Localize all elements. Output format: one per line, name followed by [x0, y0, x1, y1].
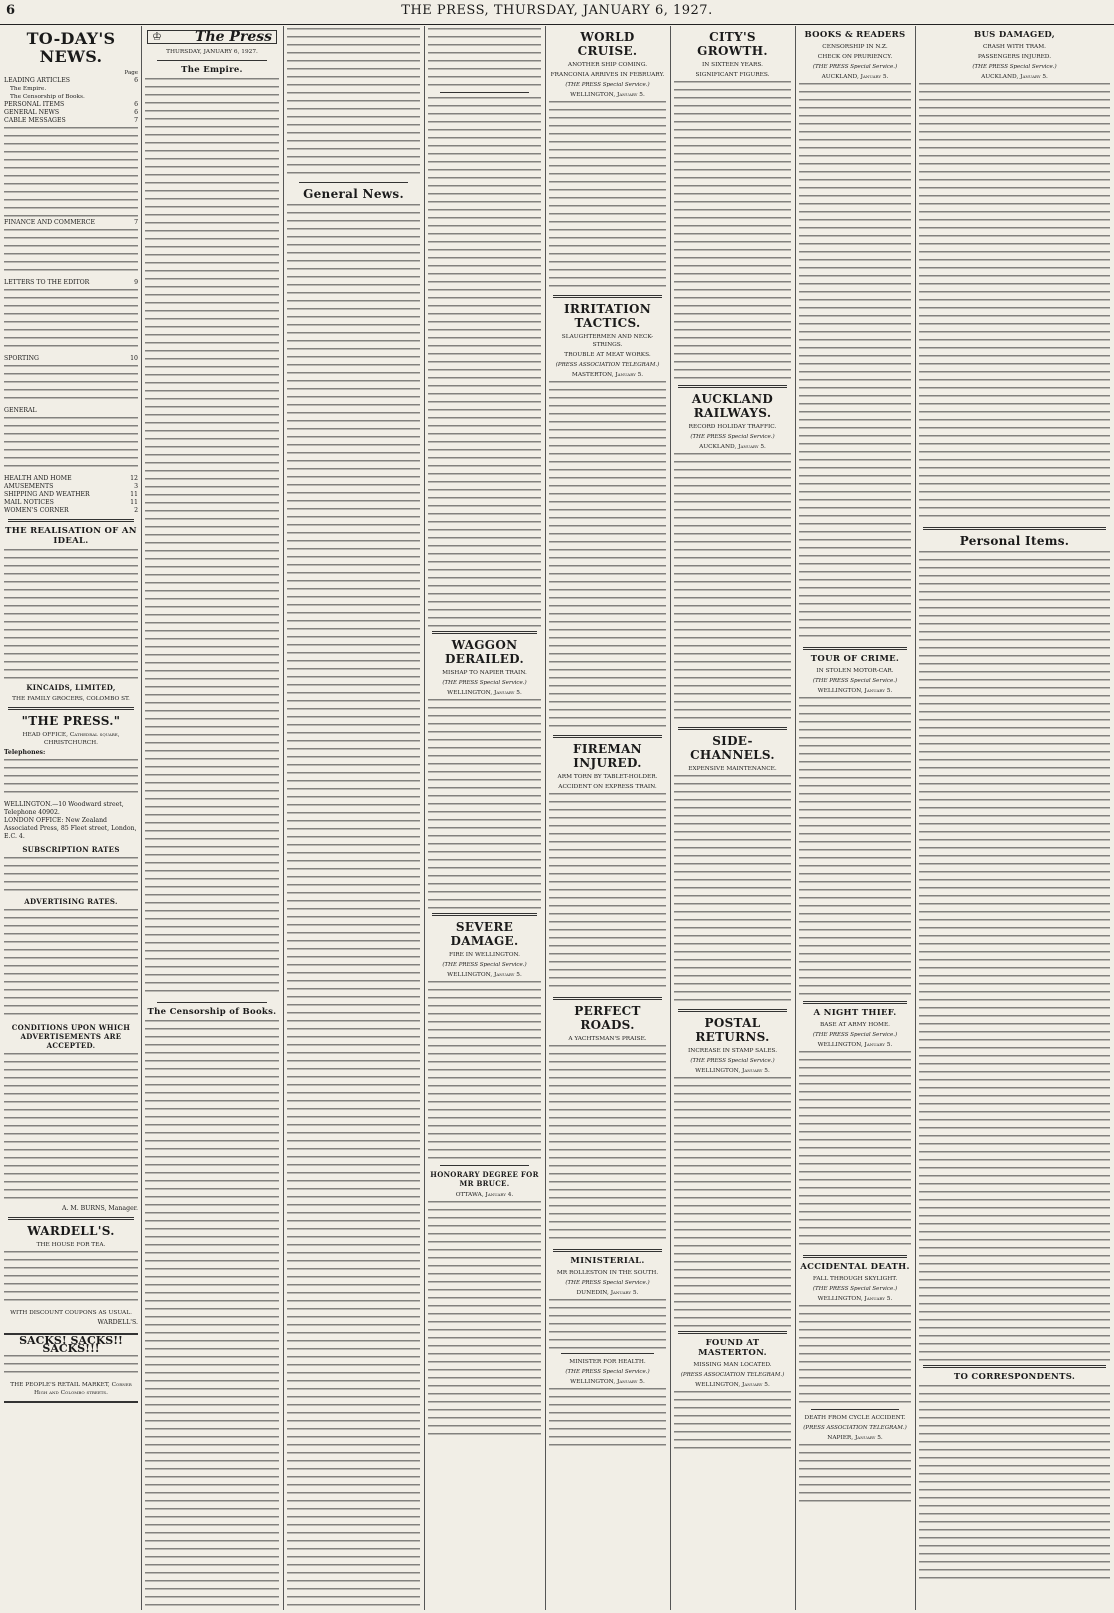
side-text: [674, 775, 791, 1005]
roads-text: [549, 1045, 666, 1245]
tour-special: (THE PRESS Special Service.): [812, 678, 898, 684]
wardells-sub: THE HOUSE FOR TEA.: [36, 1242, 106, 1248]
conditions-heading: CONDITIONS UPON WHICH ADVERTISEMENTS ARE ACCEPTED.: [11, 1023, 131, 1050]
irritation-heading: IRRITATION TACTICS.: [563, 302, 652, 330]
sacks-ad: [4, 1333, 138, 1403]
bus-special: (THE PRESS Special Service.): [972, 64, 1057, 70]
column-rule: [795, 26, 796, 1610]
accidental-sub: FALL THROUGH SKYLIGHT.: [812, 1276, 898, 1282]
thief-heading: A NIGHT THIEF.: [813, 1008, 897, 1018]
found-heading: FOUND AT MASTERTON.: [698, 1338, 767, 1358]
editorial-body-text: [145, 1020, 279, 1610]
accidental-heading: ACCIDENTAL DEATH.: [800, 1262, 910, 1272]
general-news-text: [287, 204, 420, 1610]
index-item[interactable]: AMUSEMENTS 3: [4, 483, 138, 490]
divider: [811, 1409, 899, 1410]
subscription-text: [4, 857, 138, 893]
index-item[interactable]: LEADING ARTICLES 6: [4, 77, 138, 84]
world-cruise-special: (THE PRESS Special Service.): [565, 82, 650, 88]
divider: [8, 707, 134, 710]
thief-text: [799, 1051, 911, 1251]
divider: [432, 631, 537, 634]
side-sub: EXPENSIVE MAINTENANCE.: [688, 766, 777, 772]
index-item[interactable]: HEALTH AND HOME 12: [4, 475, 138, 482]
side-heading: SIDE-CHANNELS.: [690, 734, 775, 762]
postal-special: (THE PRESS Special Service.): [690, 1058, 775, 1064]
fireman-sub: ARM TORN BY TABLET-HOLDER.: [557, 774, 658, 780]
waggon-special: (THE PRESS Special Service.): [442, 680, 527, 686]
postal-sub: INCREASE IN STAMP SALES.: [687, 1048, 778, 1054]
column-rule: [424, 26, 425, 1610]
column-index: [4, 26, 138, 1610]
ad-heading: THE REALISATION OF AN IDEAL.: [5, 526, 137, 546]
logo-text: The Press: [195, 29, 272, 45]
divider: [8, 1217, 134, 1220]
severe-sub: FIRE IN WELLINGTON.: [448, 952, 520, 958]
index-subitems-text: [4, 365, 138, 405]
bus-sub2: PASSENGERS INJURED.: [977, 54, 1052, 60]
column-editorial: [145, 26, 279, 1610]
bus-sub: CRASH WITH TRAM.: [982, 44, 1047, 50]
fireman-heading: FIREMAN INJURED.: [573, 742, 642, 770]
page-number: 6: [6, 3, 16, 18]
divider: [678, 385, 787, 388]
books-special: (THE PRESS Special Service.): [812, 64, 898, 70]
cycle-assoc: (PRESS ASSOCIATION TELEGRAM.): [803, 1425, 907, 1431]
index-item[interactable]: MAIL NOTICES 11: [4, 499, 138, 506]
column-news-8: [919, 26, 1110, 1610]
wardells-heading: WARDELL'S.: [27, 1224, 115, 1238]
press-logo: [147, 30, 277, 44]
ad-company-sub: THE FAMILY GROCERS, COLOMBO ST.: [12, 696, 130, 702]
advertising-heading: ADVERTISING RATES.: [24, 897, 118, 906]
severe-special: (THE PRESS Special Service.): [442, 962, 527, 968]
health-special: (THE PRESS Special Service.): [565, 1369, 650, 1375]
tour-heading: TOUR OF CRIME.: [810, 654, 900, 664]
index-item[interactable]: PERSONAL ITEMS 6: [4, 101, 138, 108]
column-general-news: [287, 26, 420, 1610]
wardells-footer: WITH DISCOUNT COUPONS AS USUAL.: [10, 1310, 132, 1316]
health-dateline: WELLINGTON, January 5.: [570, 1379, 645, 1385]
postal-dateline: WELLINGTON, January 5.: [695, 1068, 770, 1074]
railways-dateline: AUCKLAND, January 5.: [699, 444, 766, 450]
divider: [678, 727, 787, 730]
divider: [923, 527, 1106, 530]
cycle-text: [799, 1444, 911, 1504]
tour-sub: IN STOLEN MOTOR-CAR.: [816, 668, 894, 674]
growth-sub: IN SIXTEEN YEARS.: [701, 62, 764, 68]
divider: [923, 1365, 1106, 1368]
manager-signature: A. M. BURNS, Manager.: [61, 1205, 138, 1212]
editorial-heading: The Empire.: [181, 65, 243, 75]
waggon-heading: WAGGON DERAILED.: [445, 638, 524, 666]
column-rule: [141, 26, 142, 1610]
column-rule: [545, 26, 546, 1610]
thief-special: (THE PRESS Special Service.): [812, 1032, 898, 1038]
railways-special: (THE PRESS Special Service.): [690, 434, 775, 440]
growth-text: [674, 81, 791, 381]
divider: [561, 1353, 654, 1354]
sacks-text: [4, 1355, 138, 1379]
article-body-text: [287, 28, 420, 178]
index-item[interactable]: SHIPPING AND WEATHER 11: [4, 491, 138, 498]
ministerial-text: [549, 1299, 666, 1349]
index-item[interactable]: SPORTING 10: [4, 355, 138, 362]
index-item[interactable]: FINANCE AND COMMERCE 7: [4, 219, 138, 226]
divider: [157, 60, 267, 61]
column-news-6: [674, 26, 791, 1610]
books-sub: CENSORSHIP IN N.Z.: [822, 44, 888, 50]
retail-market: THE PEOPLE'S RETAIL MARKET, Corner High and Colombo streets.: [10, 1382, 132, 1396]
date-line: THURSDAY, JANUARY 6, 1927.: [166, 49, 258, 55]
tour-text: [799, 697, 911, 997]
ministerial-sub: MR ROLLESTON IN THE SOUTH.: [556, 1270, 659, 1276]
accidental-dateline: WELLINGTON, January 5.: [817, 1296, 893, 1302]
bus-dateline: AUCKLAND, January 5.: [981, 74, 1048, 80]
health-text: [549, 1388, 666, 1448]
severe-text: [428, 981, 541, 1161]
divider: [678, 1331, 787, 1334]
ministerial-heading: MINISTERIAL.: [570, 1256, 645, 1266]
page-label: Page: [124, 70, 138, 76]
personal-heading: Personal Items.: [959, 534, 1070, 548]
irritation-assoc: (PRESS ASSOCIATION TELEGRAM.): [555, 362, 660, 368]
wardells-sign: WARDELL'S.: [97, 1319, 138, 1326]
railways-sub: RECORD HOLIDAY TRAFFIC.: [688, 424, 777, 430]
index-subitems-text: [4, 417, 138, 473]
waggon-text: [428, 699, 541, 909]
cycle-heading: DEATH FROM CYCLE ACCIDENT.: [804, 1415, 906, 1421]
divider: [432, 913, 537, 916]
growth-heading: CITY'S GROWTH.: [697, 30, 768, 58]
thief-dateline: WELLINGTON, January 5.: [817, 1042, 893, 1048]
crest-icon: ♔: [152, 30, 162, 43]
index-item[interactable]: CABLE MESSAGES 7: [4, 117, 138, 124]
ministerial-special: (THE PRESS Special Service.): [565, 1280, 650, 1286]
world-cruise-text: [549, 101, 666, 291]
column-news-5: [549, 26, 666, 1610]
waggon-dateline: WELLINGTON, January 5.: [447, 690, 522, 696]
health-heading: MINISTER FOR HEALTH.: [569, 1359, 646, 1365]
index-item[interactable]: The Censorship of Books.: [10, 94, 85, 100]
general-news-heading: General News.: [303, 187, 404, 201]
advertising-text: [4, 909, 138, 1019]
personal-text: [919, 551, 1110, 1361]
world-cruise-dateline: WELLINGTON, January 5.: [570, 92, 645, 98]
news-index-list: [4, 77, 138, 125]
bus-heading: BUS DAMAGED,: [973, 30, 1056, 40]
column-rule: [915, 26, 916, 1610]
world-cruise-sub2: FRANCONIA ARRIVES IN FEBRUARY.: [550, 72, 665, 78]
divider: [8, 519, 134, 522]
divider: [553, 1249, 662, 1252]
severe-heading: SEVERE DAMAGE.: [450, 920, 519, 948]
column-news-4: [428, 26, 541, 1610]
found-assoc: (PRESS ASSOCIATION TELEGRAM.): [680, 1372, 785, 1378]
postal-text: [674, 1077, 791, 1327]
london-office: LONDON OFFICE: New Zealand Associated Press, 85 Fleet street, London, E.C. 4.: [4, 817, 137, 840]
telephones-text: [4, 759, 138, 799]
index-item[interactable]: LETTERS TO THE EDITOR 9: [4, 279, 138, 286]
index-item[interactable]: WOMEN'S CORNER 2: [4, 507, 138, 514]
divider: [299, 182, 408, 183]
found-text: [674, 1391, 791, 1451]
railways-text: [674, 453, 791, 723]
ad-company: KINCAIDS, LIMITED,: [26, 683, 116, 692]
irritation-sub2: TROUBLE AT MEAT WORKS.: [564, 352, 651, 358]
article-body-text: [428, 97, 541, 627]
honorary-heading: HONORARY DEGREE FOR MR BRUCE.: [430, 1170, 539, 1188]
divider: [553, 735, 662, 738]
thief-sub: BASE AT ARMY HOME.: [819, 1022, 891, 1028]
ministerial-dateline: DUNEDIN, January 5.: [576, 1290, 639, 1296]
column-rule: [670, 26, 671, 1610]
world-cruise-heading: WORLD CRUISE.: [577, 30, 638, 58]
accidental-special: (THE PRESS Special Service.): [812, 1286, 898, 1292]
books-sub2: CHECK ON PRURIENCY.: [817, 54, 893, 60]
tour-dateline: WELLINGTON, January 5.: [817, 688, 893, 694]
growth-sub2: SIGNIFICANT FIGURES.: [695, 72, 770, 78]
found-sub: MISSING MAN LOCATED.: [693, 1362, 772, 1368]
wardells-price-list: [4, 1251, 138, 1307]
divider: [803, 647, 907, 650]
telephones-label: Telephones:: [4, 749, 46, 756]
bus-text: [919, 83, 1110, 523]
press-heading: "THE PRESS.": [21, 714, 121, 728]
honorary-text: [428, 1201, 541, 1441]
cycle-dateline: NAPIER, January 5.: [827, 1435, 883, 1441]
divider: [553, 997, 662, 1000]
irritation-dateline: MASTERTON, January 5.: [571, 372, 644, 378]
sacks-heading: SACKS! SACKS!! SACKS!!!: [19, 1334, 123, 1355]
index-subitems-text: [4, 229, 138, 277]
roads-sub: A YACHTSMAN'S PRAISE.: [568, 1036, 647, 1042]
railways-heading: AUCKLAND RAILWAYS.: [691, 392, 774, 420]
accidental-text: [799, 1305, 911, 1405]
world-cruise-sub: ANOTHER SHIP COMING.: [567, 62, 648, 68]
index-item[interactable]: GENERAL NEWS 6: [4, 109, 138, 116]
postal-heading: POSTAL RETURNS.: [695, 1016, 770, 1044]
editorial-body-text: [145, 78, 279, 998]
divider: [803, 1001, 907, 1004]
fireman-sub2: ACCIDENT ON EXPRESS TRAIN.: [558, 784, 657, 790]
found-dateline: WELLINGTON, January 5.: [695, 1382, 770, 1388]
books-text: [799, 83, 911, 643]
index-subitems-text: [4, 289, 138, 353]
books-heading: BOOKS & READERS: [804, 30, 906, 40]
divider: [440, 1165, 529, 1166]
divider: [803, 1255, 907, 1258]
correspondents-text: [919, 1385, 1110, 1585]
index-subitems-text: [4, 127, 138, 217]
divider: [678, 1009, 787, 1012]
correspondents-heading: TO CORRESPONDENTS.: [953, 1372, 1076, 1382]
editorial-heading: The Censorship of Books.: [147, 1007, 277, 1017]
ad-body-text: [4, 549, 138, 679]
newspaper-title: THE PRESS, THURSDAY, JANUARY 6, 1927.: [401, 3, 713, 18]
index-item[interactable]: GENERAL: [4, 407, 37, 414]
severe-dateline: WELLINGTON, January 5.: [447, 972, 522, 978]
books-dateline: AUCKLAND, January 5.: [821, 74, 889, 80]
waggon-sub: MISHAP TO NAPIER TRAIN.: [442, 670, 527, 676]
honorary-dateline: OTTAWA, January 4.: [455, 1192, 514, 1198]
conditions-text: [4, 1053, 138, 1203]
index-item[interactable]: The Empire.: [10, 86, 47, 92]
article-body-text: [428, 28, 541, 88]
fireman-text: [549, 793, 666, 993]
roads-heading: PERFECT ROADS.: [574, 1004, 641, 1032]
wellington-office: WELLINGTON.—10 Woodward street, Telephone 40902.: [4, 801, 124, 816]
irritation-sub: SLAUGHTERMEN AND NECK-STRINGS.: [561, 334, 654, 348]
subscription-heading: SUBSCRIPTION RATES: [22, 845, 120, 854]
irritation-text: [549, 381, 666, 731]
todays-news-heading: TO-DAY'S NEWS.: [26, 29, 116, 66]
masthead: [0, 0, 1114, 25]
divider: [440, 92, 529, 93]
column-rule: [283, 26, 284, 1610]
divider: [553, 295, 662, 298]
divider: [157, 1002, 267, 1003]
column-news-7: [799, 26, 911, 1610]
press-office: HEAD OFFICE, Cathedral square, CHRISTCHURCH.: [22, 732, 120, 746]
